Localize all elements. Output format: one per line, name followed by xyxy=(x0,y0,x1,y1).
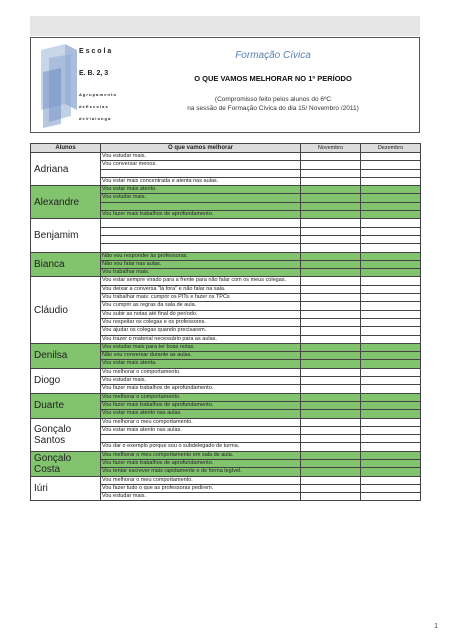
novembro-cell xyxy=(301,401,361,409)
student-name: Alexandre xyxy=(31,186,101,219)
improvement-item: Vou estudar mais. xyxy=(101,493,301,501)
novembro-cell xyxy=(301,435,361,443)
improvement-item: Vou subir as notas até final do período. xyxy=(101,310,301,318)
table-row xyxy=(31,418,421,426)
improvement-item: Vou estudar mais. xyxy=(101,153,301,161)
table-row xyxy=(31,393,421,401)
improvement-item: Vou melhorar o meu comportamento. xyxy=(101,476,301,484)
table-row xyxy=(31,476,421,484)
dezembro-cell xyxy=(361,186,421,194)
dezembro-cell xyxy=(361,377,421,385)
improvement-item: Vou conversar menos. xyxy=(101,161,301,169)
improvement-item: Vou estar mais atento nas aulas. xyxy=(101,426,301,434)
novembro-cell xyxy=(301,294,361,302)
dezembro-cell xyxy=(361,401,421,409)
dezembro-cell xyxy=(361,393,421,401)
improvement-item xyxy=(101,435,301,443)
dezembro-cell xyxy=(361,260,421,268)
novembro-cell xyxy=(301,327,361,335)
dezembro-cell xyxy=(361,335,421,343)
novembro-cell xyxy=(301,211,361,219)
novembro-cell xyxy=(301,368,361,376)
novembro-cell xyxy=(301,385,361,393)
improvement-item: Vou melhorar o meu comportamento. xyxy=(101,418,301,426)
table-row xyxy=(31,277,421,285)
dezembro-cell xyxy=(361,435,421,443)
dezembro-cell xyxy=(361,277,421,285)
document-subtitle: O QUE VAMOS MELHORAR NO 1º PERÍODO xyxy=(194,74,352,83)
novembro-cell xyxy=(301,393,361,401)
top-bar xyxy=(30,16,420,36)
improvement-item: Vou trazer o material necessário para as aulas. xyxy=(101,335,301,343)
dezembro-cell xyxy=(361,459,421,467)
novembro-cell xyxy=(301,277,361,285)
dezembro-cell xyxy=(361,244,421,252)
dezembro-cell xyxy=(361,294,421,302)
commitment-line-1: (Compromisso feito pelos alunos do 6ºC xyxy=(214,96,332,103)
novembro-cell xyxy=(301,202,361,210)
dezembro-cell xyxy=(361,368,421,376)
novembro-cell xyxy=(301,484,361,492)
dezembro-cell xyxy=(361,352,421,360)
novembro-cell xyxy=(301,153,361,161)
dezembro-cell xyxy=(361,177,421,185)
dezembro-cell xyxy=(361,343,421,351)
improvement-item: Vou melhorar o meu comportamento em sala de aula. xyxy=(101,451,301,459)
improvement-item: Vou trabalhar mais. xyxy=(101,269,301,277)
student-name: Cláudio xyxy=(31,277,101,343)
dezembro-cell xyxy=(361,493,421,501)
improvement-item: Vou fazer mais trabalhos de aprofundamento. xyxy=(101,211,301,219)
novembro-cell xyxy=(301,252,361,260)
student-name: Gonçalo Costa xyxy=(31,451,101,476)
novembro-cell xyxy=(301,310,361,318)
novembro-cell xyxy=(301,227,361,235)
table-row xyxy=(31,451,421,459)
improvement-item xyxy=(101,227,301,235)
novembro-cell xyxy=(301,161,361,169)
dezembro-cell xyxy=(361,194,421,202)
novembro-cell xyxy=(301,335,361,343)
logo-line-1: E s c o l a xyxy=(79,48,112,55)
improvement-item: Vou estar mais atenta. xyxy=(101,360,301,368)
dezembro-cell xyxy=(361,418,421,426)
table-row xyxy=(31,153,421,161)
dezembro-cell xyxy=(361,161,421,169)
improvement-item: Vou estar sempre virado para a frente para não falar com os meus colegas. xyxy=(101,277,301,285)
header-melhorar: O que vamos melhorar xyxy=(101,144,301,153)
improvement-item: Vou trabalhar mais: cumprir os PITs e fazer os TPCs xyxy=(101,294,301,302)
improvement-item xyxy=(101,235,301,243)
improvement-item: Vou estudar mais. xyxy=(101,194,301,202)
dezembro-cell xyxy=(361,169,421,177)
student-name: Duarte xyxy=(31,393,101,418)
novembro-cell xyxy=(301,426,361,434)
novembro-cell xyxy=(301,476,361,484)
table-header-row xyxy=(31,144,421,153)
student-name: Iúri xyxy=(31,476,101,501)
novembro-cell xyxy=(301,219,361,227)
novembro-cell xyxy=(301,451,361,459)
novembro-cell xyxy=(301,468,361,476)
student-name: Gonçalo Santos xyxy=(31,418,101,451)
novembro-cell xyxy=(301,169,361,177)
novembro-cell xyxy=(301,493,361,501)
dezembro-cell xyxy=(361,153,421,161)
improvement-item: Vou melhorar o comportamento. xyxy=(101,368,301,376)
novembro-cell xyxy=(301,360,361,368)
student-name: Adriana xyxy=(31,153,101,186)
improvement-item: Não vou falar nas aulas. xyxy=(101,260,301,268)
improvement-item: Vou fazer mais trabalhos de aprofundamento. xyxy=(101,385,301,393)
dezembro-cell xyxy=(361,227,421,235)
novembro-cell xyxy=(301,285,361,293)
dezembro-cell xyxy=(361,385,421,393)
improvement-item xyxy=(101,169,301,177)
novembro-cell xyxy=(301,177,361,185)
novembro-cell xyxy=(301,186,361,194)
dezembro-cell xyxy=(361,302,421,310)
dezembro-cell xyxy=(361,211,421,219)
logo-line-5: d e V i a l o n g a xyxy=(79,116,111,121)
novembro-cell xyxy=(301,244,361,252)
dezembro-cell xyxy=(361,269,421,277)
dezembro-cell xyxy=(361,426,421,434)
improvement-item xyxy=(101,202,301,210)
improvement-item: Vou fazer mais trabalhos de aprofundamento. xyxy=(101,459,301,467)
improvement-item: Não vou responder às professoras. xyxy=(101,252,301,260)
student-name: Diogo xyxy=(31,368,101,393)
table-body xyxy=(31,153,421,501)
improvement-item: Vou deixar a conversa "lá fora" e não falar na sala. xyxy=(101,285,301,293)
improvement-item: Vou tentar escrever mais rapidamente e de forma legível. xyxy=(101,468,301,476)
novembro-cell xyxy=(301,302,361,310)
novembro-cell xyxy=(301,260,361,268)
dezembro-cell xyxy=(361,360,421,368)
dezembro-cell xyxy=(361,252,421,260)
dezembro-cell xyxy=(361,318,421,326)
dezembro-cell xyxy=(361,410,421,418)
improvement-item: Vou fazer tudo o que as professoras pedirem. xyxy=(101,484,301,492)
novembro-cell xyxy=(301,410,361,418)
dezembro-cell xyxy=(361,476,421,484)
table-row xyxy=(31,368,421,376)
novembro-cell xyxy=(301,443,361,451)
logo-line-2: E. B. 2, 3 xyxy=(79,70,109,77)
dezembro-cell xyxy=(361,327,421,335)
improvement-item: Vou estudar mais. xyxy=(101,377,301,385)
student-name: Bianca xyxy=(31,252,101,277)
novembro-cell xyxy=(301,318,361,326)
novembro-cell xyxy=(301,343,361,351)
dezembro-cell xyxy=(361,219,421,227)
novembro-cell xyxy=(301,235,361,243)
improvements-table xyxy=(30,143,421,501)
logo-line-4: d e E s c o l a s xyxy=(79,104,108,109)
improvement-item: Vou estar mais concentrada e atenta nas aulas. xyxy=(101,177,301,185)
header-alunos: Alunos xyxy=(31,144,101,153)
novembro-cell xyxy=(301,377,361,385)
dezembro-cell xyxy=(361,443,421,451)
table-row xyxy=(31,343,421,351)
dezembro-cell xyxy=(361,235,421,243)
dezembro-cell xyxy=(361,484,421,492)
improvement-item xyxy=(101,244,301,252)
student-name: Benjamim xyxy=(31,219,101,252)
improvement-item: Não vou conversar durante as aulas. xyxy=(101,352,301,360)
improvement-item: Vou dar o exemplo porque sou o subdelegado de turma. xyxy=(101,443,301,451)
student-name: Denilsa xyxy=(31,343,101,368)
novembro-cell xyxy=(301,418,361,426)
page-number: 1 xyxy=(434,623,438,630)
novembro-cell xyxy=(301,459,361,467)
novembro-cell xyxy=(301,352,361,360)
improvement-item: Vou estar mais atento. xyxy=(101,186,301,194)
improvement-item: Vou estudar mais para ter boas notas. xyxy=(101,343,301,351)
document-header xyxy=(30,37,420,133)
school-logo xyxy=(31,38,126,132)
dezembro-cell xyxy=(361,310,421,318)
dezembro-cell xyxy=(361,202,421,210)
document-title: Formação Cívica xyxy=(235,50,311,61)
dezembro-cell xyxy=(361,468,421,476)
dezembro-cell xyxy=(361,285,421,293)
improvement-item: Vou fazer mais trabalhos de aprofundamento. xyxy=(101,401,301,409)
improvement-item: Vou ajudar os colegas quando precisarem. xyxy=(101,327,301,335)
novembro-cell xyxy=(301,269,361,277)
improvement-item xyxy=(101,219,301,227)
header-dezembro: Dezembro xyxy=(361,144,421,153)
improvement-item: Vou respeitar os colegas e os professores. xyxy=(101,318,301,326)
improvement-item: Vou cumprir as regras da sala de aula. xyxy=(101,302,301,310)
table-row xyxy=(31,219,421,227)
commitment-line-2: na sessão de Formação Cívica do dia 15/ Novembro /2011) xyxy=(187,105,359,112)
dezembro-cell xyxy=(361,451,421,459)
improvement-item: Vou melhorar o comportamento. xyxy=(101,393,301,401)
logo-line-3: A g r u p a m e n t o xyxy=(79,92,116,97)
table-row xyxy=(31,252,421,260)
improvement-item: Vou estar mais atento nas aulas. xyxy=(101,410,301,418)
novembro-cell xyxy=(301,194,361,202)
header-novembro: Novembro xyxy=(301,144,361,153)
table-row xyxy=(31,186,421,194)
